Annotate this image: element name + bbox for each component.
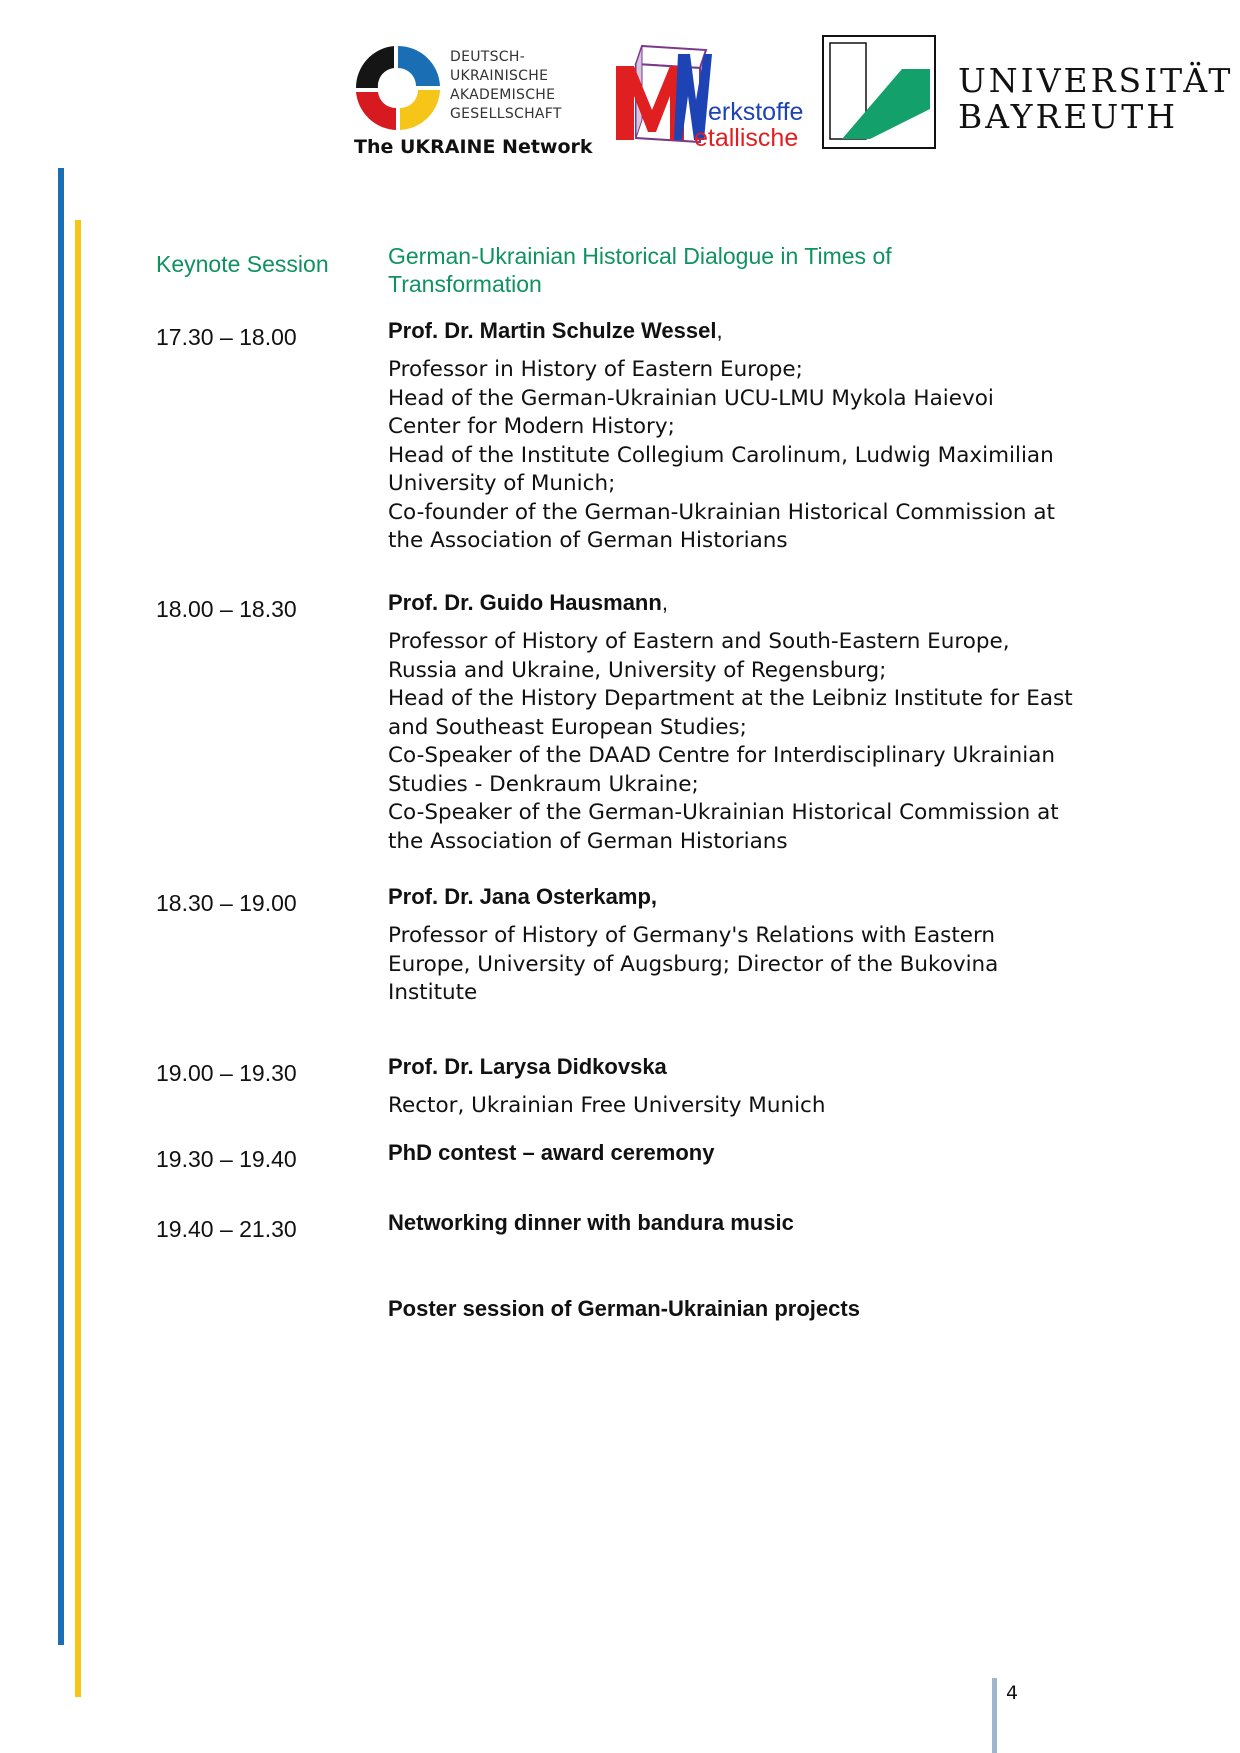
speaker-description	[388, 1092, 1068, 1121]
description-line: Professor of History of Germany's Relations with Eastern	[388, 923, 996, 948]
blue-side-bar	[58, 168, 64, 1645]
program-time: 19.40 – 21.30	[156, 1216, 297, 1242]
mw-line-2: etallische	[694, 124, 799, 152]
program-time: 18.30 – 19.00	[156, 890, 297, 916]
dua-name	[450, 48, 562, 124]
dua-name-line: DEUTSCH-	[450, 49, 526, 65]
dua-name-line: GESELLSCHAFT	[450, 106, 562, 122]
ubt-name	[958, 63, 1233, 135]
dua-logo	[350, 40, 593, 160]
dua-name-line: UKRAINISCHE	[450, 68, 549, 84]
description-line: Head of the German-Ukrainian UCU-LMU Mykola Haievoi	[388, 385, 994, 411]
speaker-name	[388, 1054, 1068, 1080]
yellow-side-bar	[75, 220, 81, 1697]
description-line: Center for Modern History;	[388, 414, 675, 439]
ubt-name-line-2: BAYREUTH	[958, 97, 1179, 136]
speaker-description	[388, 356, 1068, 556]
speaker-suffix: ,	[661, 590, 668, 615]
page-number-bar	[992, 1678, 997, 1753]
program-time: 19.00 – 19.30	[156, 1060, 297, 1086]
speaker-name-text: Prof. Dr. Jana Osterkamp,	[388, 884, 657, 909]
poster-session: Poster session of German-Ukrainian projects	[388, 1296, 860, 1321]
description-line: Studies - Denkraum Ukraine;	[388, 771, 699, 797]
program-time: 19.30 – 19.40	[156, 1146, 297, 1172]
description-line: Europe, University of Augsburg; Director of the Bukovina	[388, 951, 999, 977]
program-time: 17.30 – 18.00	[156, 324, 297, 350]
speaker-name-text: Prof. Dr. Larysa Didkovska	[388, 1054, 667, 1079]
dua-name-line: AKADEMISCHE	[450, 87, 556, 103]
ubt-emblem-icon	[824, 37, 934, 147]
description-line: Co-founder of the German-Ukrainian Historical Commission at	[388, 499, 1055, 525]
ubt-emblem	[822, 35, 936, 149]
program-content	[388, 590, 1073, 856]
session-title: German-Ukrainian Historical Dialogue in Times of Transformation	[388, 243, 892, 297]
program-content	[388, 1054, 1068, 1121]
mw-line-1: erkstoffe	[708, 98, 804, 126]
ubt-name-line-1: UNIVERSITÄT	[958, 61, 1234, 100]
description-line: Institute	[388, 980, 478, 1005]
speaker-name-text: Prof. Dr. Guido Hausmann	[388, 590, 662, 615]
speaker-description	[388, 922, 1068, 1008]
description-line: the Association of German Historians	[388, 528, 788, 553]
speaker-name	[388, 318, 1068, 344]
page-number: 4	[1006, 1682, 1019, 1704]
program-time: 18.00 – 18.30	[156, 596, 297, 622]
session-label: Keynote Session	[156, 251, 329, 277]
description-line: Head of the History Department at the Leibniz Institute for East	[388, 686, 1073, 711]
speaker-name-text: Prof. Dr. Martin Schulze Wessel	[388, 318, 717, 343]
speaker-description	[388, 628, 1073, 856]
description-line: Rector, Ukrainian Free University Munich	[388, 1093, 826, 1118]
program-activity: PhD contest – award ceremony	[388, 1140, 715, 1165]
program-content	[388, 318, 1068, 556]
description-line: Head of the Institute Collegium Carolinum, Ludwig Maximilian	[388, 442, 1054, 468]
description-line: Professor in History of Eastern Europe;	[388, 357, 803, 382]
description-line: Co-Speaker of the DAAD Centre for Interdisciplinary Ukrainian	[388, 743, 1056, 768]
description-line: the Association of German Historians	[388, 828, 788, 854]
speaker-suffix: ,	[716, 318, 723, 343]
program-activity: Networking dinner with bandura music	[388, 1210, 794, 1235]
description-line: University of Munich;	[388, 471, 616, 496]
mw-logo	[612, 40, 804, 152]
description-line: Professor of History of Eastern and South-Eastern Europe,	[388, 629, 1010, 654]
program-content	[388, 884, 1068, 1008]
speaker-name	[388, 884, 1068, 910]
ubt-logo	[822, 35, 1234, 153]
dua-network-label: The UKRAINE Network	[354, 136, 593, 158]
description-line: Co-Speaker of the German-Ukrainian Historical Commission at	[388, 800, 1059, 825]
description-line: and Southeast European Studies;	[388, 714, 747, 740]
dua-ring-icon	[350, 40, 446, 136]
speaker-name	[388, 590, 1068, 616]
description-line: Russia and Ukraine, University of Regensburg;	[388, 657, 887, 683]
